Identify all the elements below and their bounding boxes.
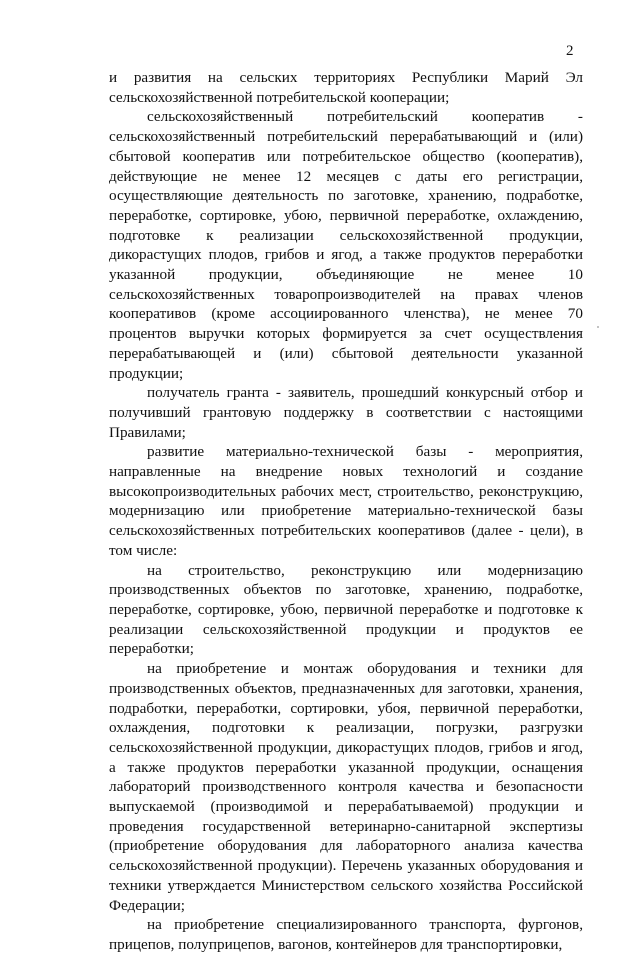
paragraph-definition-grant-recipient: получатель гранта - заявитель, прошедший конкурсный отбор и получивший грантовую поддержку в соответствии с настоящими Правилами; [109,384,583,441]
paragraph-item-construction: на строительство, реконструкцию или модернизацию производственных объектов по заготовке, хранению, подработке, переработке, сортировке, убою, первичной переработке и подготовке к реализации сельскохозяйственной продукции и продуктов ее переработки; [109,561,583,658]
paragraph-item-transport: на приобретение специализированного транспорта, фургонов, прицепов, полуприцепов, вагонов, контейнеров для транспортировки, [109,916,583,953]
page-number: 2 [566,43,574,59]
paragraph-definition-cooperative: сельскохозяйственный потребительский кооператив - сельскохозяйственный потребительский перерабатывающий и (или) сбытовой кооператив или потребительское общество (кооператив), действующие не менее 12 месяцев с даты его регистрации, осуществляющие деятельность по заготовке, хранению, подработке, переработке, сортировке, убою, первичной переработке, охлаждению, подготовке к реализации сельскохозяйственной продукции, дикорастущих плодов, грибов и ягод, а также продуктов переработки указанной продукции, объединяющие не менее 10 сельскохозяйственных товаропроизводителей на правах членов кооперативов (кроме ассоциированного членства), не менее 70 процентов выручки которых формируется за счет осуществления перерабатывающей и (или) сбытовой деятельности указанной продукции; [109,108,583,382]
scan-artifact-dot [597,326,599,328]
paragraph-definition-development: развитие материально-технической базы - мероприятия, направленные на внедрение новых технологий и создание высокопроизводительных рабочих мест, строительство, реконструкцию, модернизацию или приобретение материально-технической базы сельскохозяйственных потребительских кооперативов (далее - цели), в том числе: [109,443,583,559]
paragraph-continuation: и развития на сельских территориях Республики Марий Эл сельскохозяйственной потребительской кооперации; [109,69,583,106]
document-body [109,68,583,955]
paragraph-item-equipment: на приобретение и монтаж оборудования и техники для производственных объектов, предназначенных для заготовки, хранения, подработки, переработки, сортировки, убоя, первичной переработки, охлаждения, подготовки к реализации, погрузки, разгрузки сельскохозяйственной продукции, дикорастущих плодов, грибов и ягод, а также продуктов переработки указанной продукции, оснащения лабораторий производственного контроля качества и безопасности выпускаемой (производимой и перерабатываемой) продукции и проведения государственной ветеринарно-санитарной экспертизы (приобретение оборудования для лабораторного анализа качества сельскохозяйственной продукции). Перечень указанных оборудования и техники утверждается Министерством сельского хозяйства Российской Федерации; [109,660,583,914]
